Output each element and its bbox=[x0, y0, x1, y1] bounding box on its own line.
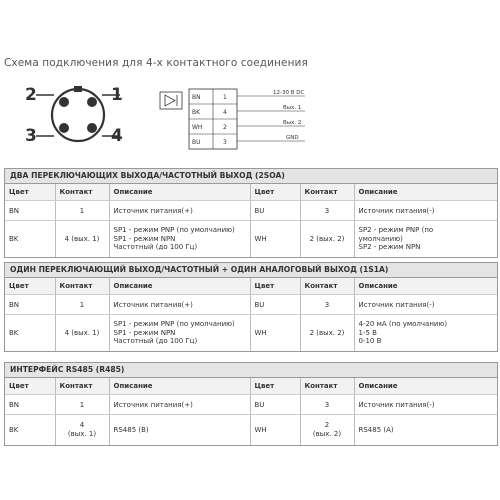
wire-code-bn: BN bbox=[192, 94, 201, 101]
contact-value: 1 bbox=[55, 201, 109, 221]
wire-pin-3: 3 bbox=[223, 139, 227, 146]
description-value: SP1 - режим PNP (по умолчанию) SP1 - режим NPN Частотный (до 100 Гц) bbox=[109, 221, 250, 257]
contact-value: 4 (вых. 1) bbox=[55, 221, 109, 257]
wire-color: BN bbox=[5, 201, 55, 221]
header-contact: Контакт bbox=[55, 184, 109, 201]
header-description: Описание bbox=[109, 278, 250, 295]
section-title: ОДИН ПЕРЕКЛЮЧАЮЩИЙ ВЫХОД/ЧАСТОТНЫЙ + ОДИН АНАЛОГОВЫЙ ВЫХОД (1S1A) bbox=[5, 263, 497, 278]
sensor-icon bbox=[155, 85, 315, 155]
header-description: Описание bbox=[109, 184, 250, 201]
contact-value: 4 (вых. 1) bbox=[55, 415, 109, 445]
header-color: Цвет bbox=[250, 184, 300, 201]
contact-value: 4 (вых. 1) bbox=[55, 315, 109, 351]
wire-code-bu: BU bbox=[192, 139, 201, 146]
contact-value: 2 (вых. 2) bbox=[300, 315, 354, 351]
description-value: RS485 (B) bbox=[109, 415, 250, 445]
contact-value: 1 bbox=[55, 395, 109, 415]
pin-label-1: 1 bbox=[111, 85, 123, 105]
header-description: Описание bbox=[354, 378, 497, 395]
table-row bbox=[5, 395, 497, 415]
description-value: Источник питания(-) bbox=[354, 201, 497, 221]
header-description: Описание bbox=[354, 278, 497, 295]
wiring-diagram bbox=[155, 85, 315, 155]
section-title: ДВА ПЕРЕКЛЮЧАЮЩИХ ВЫХОДА/ЧАСТОТНЫЙ ВЫХОД (2SOA) bbox=[5, 169, 497, 184]
wire-color: BU bbox=[250, 395, 300, 415]
table-row bbox=[5, 201, 497, 221]
pin-label-4: 4 bbox=[111, 126, 123, 146]
header-color: Цвет bbox=[5, 378, 55, 395]
contact-value: 3 bbox=[300, 395, 354, 415]
section-r485 bbox=[4, 362, 498, 446]
page-title: Схема подключения для 4-х контактного соединения bbox=[4, 57, 308, 69]
header-description: Описание bbox=[109, 378, 250, 395]
wire-label-out2: Вых. 2 bbox=[283, 120, 302, 126]
pin-label-2: 2 bbox=[25, 85, 37, 105]
header-contact: Контакт bbox=[300, 184, 354, 201]
description-value: Источник питания(+) bbox=[109, 295, 250, 315]
wire-label-power: 12-30 В DC bbox=[273, 90, 305, 96]
header-contact: Контакт bbox=[300, 378, 354, 395]
wire-color: BU bbox=[250, 295, 300, 315]
contact-value: 3 bbox=[300, 295, 354, 315]
header-color: Цвет bbox=[5, 278, 55, 295]
contact-value: 2 (вых. 2) bbox=[300, 415, 354, 445]
pin-label-3: 3 bbox=[25, 126, 37, 146]
pin-table bbox=[5, 378, 497, 445]
section-2soa bbox=[4, 168, 498, 258]
wire-color: BN bbox=[5, 295, 55, 315]
contact-value: 2 (вых. 2) bbox=[300, 221, 354, 257]
description-value: 4-20 мА (по умолчанию) 1-5 В 0-10 В bbox=[358, 320, 448, 345]
wire-pin-4: 4 bbox=[223, 109, 227, 116]
section-title: ИНТЕРФЕЙС RS485 (R485) bbox=[5, 363, 497, 378]
header-color: Цвет bbox=[250, 378, 300, 395]
connector-face-icon bbox=[18, 80, 138, 150]
wire-pin-2: 2 bbox=[223, 124, 227, 131]
header-contact: Контакт bbox=[55, 278, 109, 295]
header-contact: Контакт bbox=[300, 278, 354, 295]
header-color: Цвет bbox=[5, 184, 55, 201]
pin-table bbox=[5, 278, 497, 351]
wire-color: BK bbox=[5, 415, 55, 445]
section-1s1a bbox=[4, 262, 498, 352]
wire-code-bk: BK bbox=[192, 109, 201, 116]
description-value: RS485 (A) bbox=[358, 425, 394, 434]
header-color: Цвет bbox=[250, 278, 300, 295]
table-row bbox=[5, 415, 497, 445]
pin-table bbox=[5, 184, 497, 257]
description-value: Источник питания(+) bbox=[109, 201, 250, 221]
wire-label-out1: Вых. 1 bbox=[283, 105, 302, 111]
wire-code-wh: WH bbox=[192, 124, 203, 131]
table-row bbox=[5, 315, 497, 351]
table-row bbox=[5, 221, 497, 257]
table-row bbox=[5, 295, 497, 315]
header-description: Описание bbox=[354, 184, 497, 201]
wire-color: BK bbox=[5, 221, 55, 257]
wire-color: BN bbox=[5, 395, 55, 415]
contact-value: 3 bbox=[300, 201, 354, 221]
description-value: SP2 - режим PNP (по умолчанию) SP2 - режим NPN bbox=[358, 226, 434, 251]
description-value: SP1 - режим PNP (по умолчанию) SP1 - режим NPN Частотный (до 100 Гц) bbox=[109, 315, 250, 351]
header-contact: Контакт bbox=[55, 378, 109, 395]
connector-diagram bbox=[18, 80, 138, 150]
description-value: Источник питания(-) bbox=[354, 395, 497, 415]
description-value: Источник питания(-) bbox=[354, 295, 497, 315]
contact-value: 1 bbox=[55, 295, 109, 315]
wire-color: WH bbox=[250, 221, 300, 257]
wire-color: BK bbox=[5, 315, 55, 351]
wire-color: BU bbox=[250, 201, 300, 221]
wire-color: WH bbox=[250, 415, 300, 445]
wire-color: WH bbox=[250, 315, 300, 351]
description-value: Источник питания(+) bbox=[109, 395, 250, 415]
wire-label-gnd: GND bbox=[286, 135, 299, 141]
wire-pin-1: 1 bbox=[223, 94, 227, 101]
